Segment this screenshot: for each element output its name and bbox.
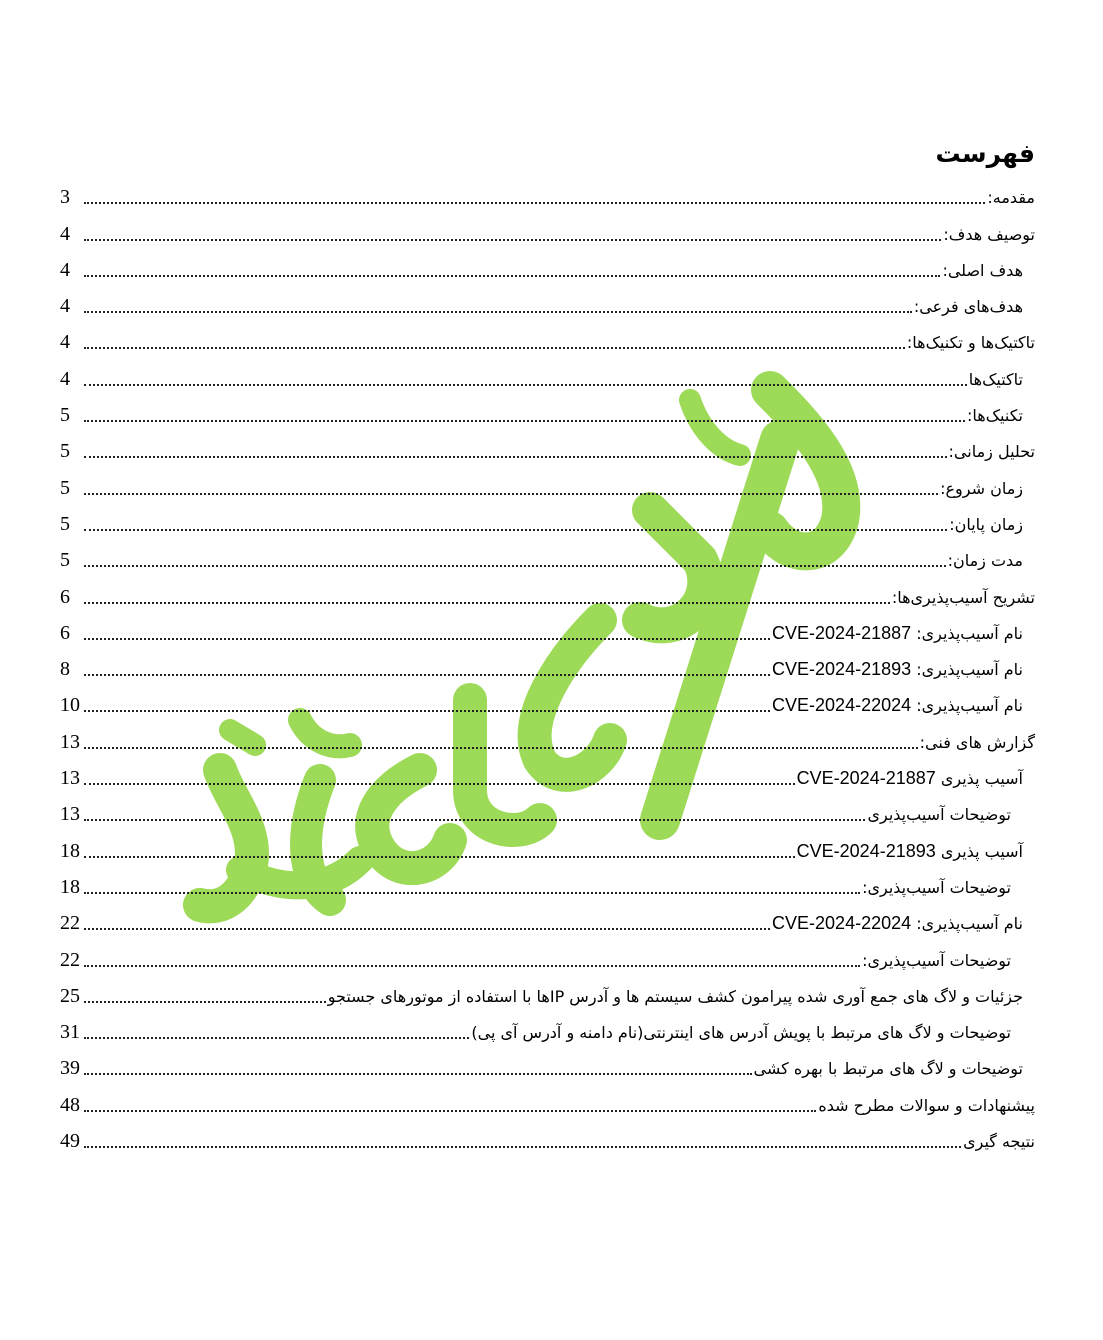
toc-entry-title: آسیب پذیری: [940, 841, 1023, 861]
toc-page-number: 5: [60, 440, 70, 463]
toc-entry-title: توضیحات و لاگ های مرتبط با بهره کشی: [753, 1059, 1023, 1079]
toc-entry-label: [772, 623, 1023, 644]
toc-dot-leader: [84, 747, 918, 749]
toc-entry-label: [797, 841, 1023, 862]
toc-entry[interactable]: [60, 535, 1035, 571]
toc-entry-label: [949, 515, 1023, 535]
toc-entry-label: [949, 442, 1035, 462]
toc-entry-title: نام آسیب‌پذیری:: [916, 696, 1023, 716]
toc-entry-title: زمان شروع:: [940, 478, 1023, 498]
toc-entry-label: [948, 551, 1023, 571]
toc-dot-leader: [84, 602, 890, 604]
toc-entry-label: [797, 768, 1023, 789]
toc-entry[interactable]: [60, 1116, 1035, 1152]
toc-entry[interactable]: [60, 898, 1035, 934]
toc-entry[interactable]: [60, 680, 1035, 716]
toc-entry[interactable]: [60, 172, 1035, 208]
toc-entry-label: [987, 188, 1035, 208]
toc-entry[interactable]: [60, 934, 1035, 970]
toc-dot-leader: [84, 674, 770, 676]
toc-entry-title: نام آسیب‌پذیری:: [916, 623, 1023, 643]
toc-dot-leader: [84, 347, 905, 349]
toc-entry-label: [862, 951, 1011, 971]
toc-page-number: 4: [60, 258, 70, 281]
toc-entry-label: [867, 805, 1011, 825]
toc-dot-leader: [84, 1001, 326, 1003]
toc-page-number: 18: [60, 839, 80, 862]
toc-page-number: 4: [60, 295, 70, 318]
toc-entry[interactable]: [60, 971, 1035, 1007]
toc-entry[interactable]: [60, 608, 1035, 644]
toc-page-number: 18: [60, 875, 80, 898]
toc-page-number: 48: [60, 1093, 80, 1116]
toc-page-number: 25: [60, 984, 80, 1007]
toc-dot-leader: [84, 456, 947, 458]
toc-entry[interactable]: [60, 571, 1035, 607]
toc-entry-title: پیشنهادات و سوالات مطرح شده: [818, 1095, 1035, 1115]
toc-dot-leader: [84, 783, 795, 785]
toc-page-number: 10: [60, 694, 80, 717]
toc-entry[interactable]: [60, 353, 1035, 389]
toc-entry-label: [772, 659, 1023, 680]
toc-entry-cve-id: CVE-2024-21893: [772, 659, 912, 680]
toc-dot-leader: [84, 202, 985, 204]
toc-page-number: 31: [60, 1021, 80, 1044]
toc-dot-leader: [84, 1146, 961, 1148]
toc-entry-label: [940, 479, 1023, 499]
toc-entry-label: [969, 370, 1023, 390]
toc-dot-leader: [84, 638, 770, 640]
toc-page-number: 6: [60, 621, 70, 644]
toc-entry-label: [942, 261, 1023, 281]
toc-dot-leader: [84, 311, 912, 313]
toc-entry[interactable]: [60, 1043, 1035, 1079]
toc-dot-leader: [84, 529, 947, 531]
toc-entry[interactable]: [60, 1007, 1035, 1043]
toc-entry[interactable]: [60, 462, 1035, 498]
toc-dot-leader: [84, 1110, 816, 1112]
toc-page-number: 4: [60, 222, 70, 245]
toc-entry-cve-id: CVE-2024-22024: [772, 695, 912, 716]
toc-entry-title: توضیحات آسیب‌پذیری:: [862, 877, 1011, 897]
toc-dot-leader: [84, 856, 795, 858]
toc-dot-leader: [84, 710, 770, 712]
toc-entry-title: جزئیات و لاگ های جمع آوری شده پیرامون کشف سیستم ها و آدرس IPها با استفاده از موتورهای جستجو: [327, 986, 1023, 1006]
toc-entry-title: هدف اصلی:: [942, 260, 1023, 280]
toc-entry-cve-id: CVE-2024-21887: [796, 768, 936, 789]
toc-entry-title: مدت زمان:: [947, 551, 1023, 571]
toc-page-number: 5: [60, 476, 70, 499]
toc-entry[interactable]: [60, 789, 1035, 825]
toc-entry[interactable]: [60, 390, 1035, 426]
toc-entry-label: [471, 1023, 1011, 1043]
toc-entry-title: هدف‌های فرعی:: [913, 297, 1023, 317]
toc-entry-title: آسیب پذیری: [940, 769, 1023, 789]
toc-page-number: 13: [60, 767, 80, 790]
toc-dot-leader: [84, 239, 941, 241]
toc-entry-label: [772, 695, 1023, 716]
toc-page-number: 22: [60, 948, 80, 971]
toc-dot-leader: [84, 1037, 469, 1039]
toc-entry-title: نام آسیب‌پذیری:: [916, 660, 1023, 680]
toc-entry-cve-id: CVE-2024-22024: [772, 913, 912, 934]
toc-page-number: 4: [60, 367, 70, 390]
toc-entry-label: [907, 333, 1035, 353]
toc-entry-cve-id: CVE-2024-21887: [772, 622, 912, 643]
toc-dot-leader: [84, 275, 940, 277]
toc-entry[interactable]: [60, 862, 1035, 898]
toc-entry-label: [772, 913, 1023, 934]
toc-entry-label: [920, 733, 1035, 753]
toc-page-number: 5: [60, 404, 70, 427]
toc-entry[interactable]: [60, 208, 1035, 244]
toc-page-number: 4: [60, 331, 70, 354]
toc-entry[interactable]: [60, 1079, 1035, 1115]
toc-entry-title: گزارش های فنی:: [919, 732, 1035, 752]
toc-entry-cve-id: CVE-2024-21893: [796, 840, 936, 861]
toc-entry-title: توضیحات و لاگ های مرتبط با پویش آدرس های اینترنتی(نام دامنه و آدرس آی پی): [471, 1023, 1011, 1043]
toc-dot-leader: [84, 965, 860, 967]
toc-page-number: 13: [60, 730, 80, 753]
toc-page-number: 3: [60, 186, 70, 209]
toc-entry[interactable]: [60, 245, 1035, 281]
toc-dot-leader: [84, 892, 860, 894]
toc-entry-title: تکنیک‌ها:: [967, 406, 1023, 426]
toc-entry-label: [914, 297, 1023, 317]
toc-title: فهرست: [935, 139, 1035, 168]
toc-page-number: 5: [60, 549, 70, 572]
toc-page-number: 8: [60, 658, 70, 681]
toc-dot-leader: [84, 493, 938, 495]
toc-page-number: 39: [60, 1057, 80, 1080]
toc-entry-label: [967, 406, 1023, 426]
toc-entry-title: توصیف هدف:: [943, 224, 1035, 244]
toc-entry-title: نام آسیب‌پذیری:: [916, 914, 1023, 934]
toc-entry[interactable]: [60, 753, 1035, 789]
toc-entry-title: تاکتیک‌ها و تکنیک‌ها:: [906, 333, 1035, 353]
toc-entry[interactable]: [60, 499, 1035, 535]
toc-dot-leader: [84, 565, 946, 567]
toc-entry-title: تشریح آسیب‌پذیری‌ها:: [891, 587, 1035, 607]
toc-dot-leader: [84, 1073, 752, 1075]
toc-entry-title: توضیحات آسیب‌پذیری: [867, 805, 1011, 825]
toc-entry-label: [943, 225, 1035, 245]
toc-entry-title: مقدمه:: [987, 188, 1035, 208]
toc-page-number: 49: [60, 1130, 80, 1153]
toc-entry[interactable]: [60, 426, 1035, 462]
toc-dot-leader: [84, 819, 865, 821]
toc-entry-title: تحلیل زمانی:: [948, 442, 1035, 462]
toc-entry-label: [754, 1059, 1023, 1079]
toc-entry-title: زمان پایان:: [949, 514, 1023, 534]
toc-entry-label: [892, 588, 1035, 608]
toc-entry-label: [818, 1096, 1035, 1116]
toc-dot-leader: [84, 384, 967, 386]
toc-entry-title: تاکتیک‌ها: [968, 369, 1023, 389]
toc-entry-title: نتیجه گیری: [963, 1132, 1035, 1152]
toc-entry[interactable]: [60, 825, 1035, 861]
toc-page-number: 6: [60, 585, 70, 608]
toc-list: [60, 172, 1035, 1152]
toc-entry-label: [862, 878, 1011, 898]
toc-dot-leader: [84, 928, 770, 930]
toc-entry[interactable]: [60, 644, 1035, 680]
toc-entry-label: [963, 1132, 1035, 1152]
toc-entry[interactable]: [60, 281, 1035, 317]
toc-entry[interactable]: [60, 716, 1035, 752]
toc-page-number: 22: [60, 912, 80, 935]
toc-entry[interactable]: [60, 317, 1035, 353]
toc-page-number: 13: [60, 803, 80, 826]
toc-page-number: 5: [60, 512, 70, 535]
table-of-contents: [60, 138, 1035, 1152]
toc-entry-title: توضیحات آسیب‌پذیری:: [862, 950, 1011, 970]
toc-entry-label: [328, 987, 1023, 1007]
toc-dot-leader: [84, 420, 965, 422]
